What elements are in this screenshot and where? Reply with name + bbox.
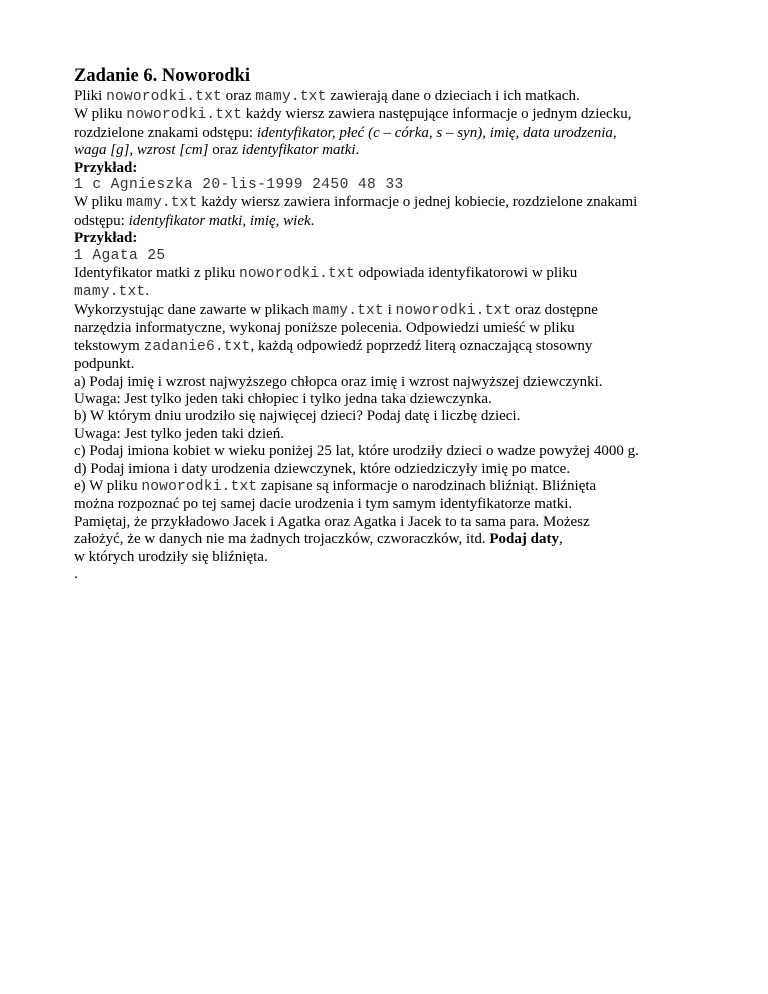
text: W pliku — [74, 194, 127, 211]
task-d: d) Podaj imiona i daty urodzenia dziewczynek, które odziedziczyły imię po matce. — [74, 460, 571, 477]
text: oraz — [208, 142, 242, 159]
filename-zadanie6: zadanie6.txt — [143, 338, 251, 355]
instructions-line-3 — [74, 338, 704, 356]
task-a-note: Uwaga: Jest tylko jeden taki chłopiec i tylko jedna taka dziewczynka. — [74, 390, 492, 407]
filename-noworodki: noworodki.txt — [141, 478, 258, 495]
text: zawierają dane o dzieciach i ich matkach. — [326, 88, 580, 104]
trailing-dot: . — [74, 565, 78, 582]
text: oraz — [221, 88, 256, 104]
text: . — [145, 283, 150, 300]
text: odstępu: — [74, 212, 129, 229]
text: , — [558, 531, 563, 548]
task-e-line-1 — [74, 478, 704, 496]
text: Pliki — [74, 88, 107, 104]
mamy-line-1 — [74, 194, 704, 212]
task-b: b) W którym dniu urodziło się najwięcej dzieci? Podaj datę i liczbę dzieci. — [74, 408, 521, 425]
task-a: a) Podaj imię i wzrost najwyższego chłopca oraz imię i wzrost najwyższej dziewczynki. — [74, 373, 603, 390]
filename-mamy: mamy.txt — [255, 89, 327, 105]
mamy-line-2 — [74, 213, 704, 230]
filename-mamy: mamy.txt — [126, 195, 198, 212]
field-list: identyfikator matki — [241, 142, 356, 159]
text: każdy wiersz zawiera informacje o jednej kobiecie, rozdzielone znakami — [197, 194, 638, 211]
text: Wykorzystując dane zawarte w plikach — [74, 301, 313, 318]
text: oraz dostępne — [511, 301, 598, 318]
field-list: identyfikator, płeć (c – córka, s – syn), imię, data urodzenia, — [256, 124, 617, 141]
text: i — [383, 301, 396, 318]
intro-line-1 — [74, 88, 704, 106]
text: każdy wiersz zawiera następujące informacje o jednym dziecku, — [242, 106, 632, 123]
text: zapisane są informacje o narodzinach bliźniąt. Bliźnięta — [257, 477, 597, 494]
instructions-line-4: podpunkt. — [74, 356, 135, 373]
relation-line-2 — [74, 283, 704, 301]
text: . — [355, 142, 360, 159]
text: rozdzielone znakami odstępu: — [74, 124, 257, 141]
task-e-line-5: w których urodziły się bliźnięta. — [74, 548, 268, 565]
emphasis: Podaj daty — [489, 531, 559, 548]
task-e-line-3: Pamiętaj, że przykładowo Jacek i Agatka oraz Agatka i Jacek to ta sama para. Możesz — [74, 513, 590, 530]
instructions-line-1 — [74, 302, 704, 320]
intro-line-3 — [74, 125, 704, 142]
field-list: waga [g], wzrost [cm] — [74, 142, 209, 159]
task-title: Zadanie 6. Noworodki — [74, 66, 250, 86]
text: założyć, że w danych nie ma żadnych trojaczków, czworaczków, itd. — [74, 531, 490, 548]
task-b-note: Uwaga: Jest tylko jeden taki dzień. — [74, 425, 284, 442]
filename-mamy: mamy.txt — [74, 284, 146, 301]
filename-mamy: mamy.txt — [312, 302, 384, 319]
filename-noworodki: noworodki.txt — [238, 266, 355, 283]
example-code: 1 Agata 25 — [74, 247, 166, 264]
example-label: Przykład: — [74, 159, 138, 176]
text: e) W pliku — [74, 477, 142, 494]
text: . — [310, 212, 315, 229]
text: , każdą odpowiedź poprzedź literą oznaczającą stosowny — [250, 337, 593, 354]
relation-line-1 — [74, 265, 704, 283]
instructions-line-2: narzędzia informatyczne, wykonaj poniższe polecenia. Odpowiedzi umieść w pliku — [74, 320, 575, 337]
intro-line-2 — [74, 106, 704, 124]
task-e-line-2: można rozpoznać po tej samej dacie urodzenia i tym samym identyfikatorze matki. — [74, 496, 573, 513]
filename-noworodki: noworodki.txt — [126, 107, 243, 124]
text: tekstowym — [74, 337, 144, 354]
task-e-line-4 — [74, 531, 704, 548]
intro-line-4 — [74, 142, 704, 159]
example-code: 1 c Agnieszka 20-lis-1999 2450 48 33 — [74, 177, 404, 194]
text: Identyfikator matki z pliku — [74, 265, 239, 282]
document-page — [74, 65, 704, 583]
text: W pliku — [74, 106, 127, 123]
field-list: identyfikator matki, imię, wiek — [128, 212, 311, 229]
filename-noworodki: noworodki.txt — [395, 302, 512, 319]
task-c: c) Podaj imiona kobiet w wieku poniżej 25 lat, które urodziły dzieci o wadze powyżej 4000 g. — [74, 443, 639, 460]
text: odpowiada identyfikatorowi w pliku — [354, 265, 578, 282]
example-label: Przykład: — [74, 230, 138, 247]
filename-noworodki: noworodki.txt — [106, 89, 222, 105]
